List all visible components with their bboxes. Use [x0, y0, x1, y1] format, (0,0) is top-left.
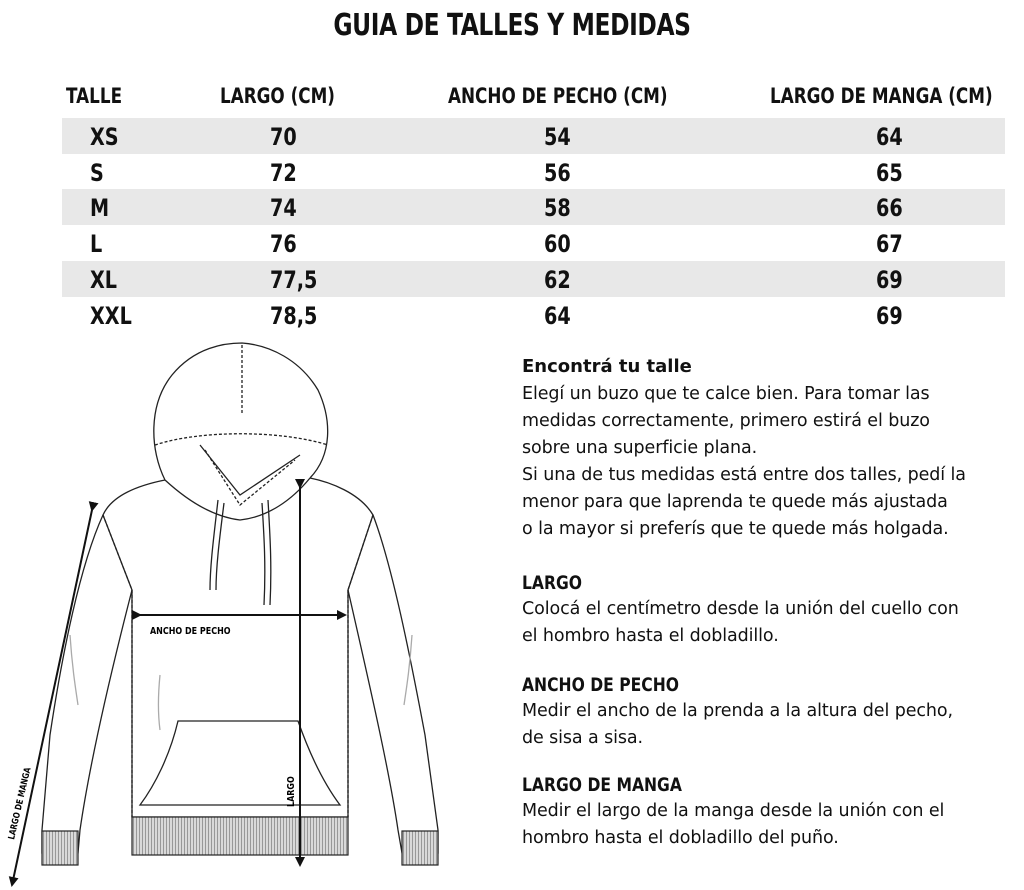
cell-ancho: 54 [544, 123, 571, 151]
cell-largo: 72 [270, 159, 297, 187]
header-largo: LARGO (CM) [220, 84, 335, 108]
hoodie-diagram [0, 335, 510, 890]
section-title-ancho-pecho: ANCHO DE PECHO [522, 674, 680, 696]
header-ancho-pecho: ANCHO DE PECHO (CM) [448, 84, 668, 108]
table-row [62, 261, 1005, 297]
pocket [140, 721, 340, 805]
cell-manga: 67 [876, 230, 903, 258]
info-intro: Elegí un buzo que te calce bien. Para tomar las medidas correctamente, primero estirá el buzo sobre una superficie plana. Si una de tus medidas está entre dos talles, pedí la menor para que laprenda te quede más ajustada o la mayor si preferís que te quede más holgada. [522, 384, 966, 539]
table-row [62, 154, 1005, 190]
table-row [62, 189, 1005, 225]
page-title: GUIA DE TALLES Y MEDIDAS [333, 8, 691, 43]
cell-ancho: 56 [544, 159, 571, 187]
cell-size: S [90, 159, 104, 187]
section-text-largo: Colocá el centímetro desde la unión del cuello con el hombro hasta el dobladillo. [522, 599, 959, 646]
cell-size: XS [90, 123, 119, 151]
cell-manga: 69 [876, 266, 903, 294]
header-talle: TALLE [66, 84, 123, 108]
right-cuff [402, 831, 438, 865]
section-title-largo-manga: LARGO DE MANGA [522, 774, 682, 796]
cell-largo: 74 [270, 194, 297, 222]
info-heading: Encontrá tu talle [522, 356, 692, 377]
cell-largo: 76 [270, 230, 297, 258]
cell-ancho: 58 [544, 194, 571, 222]
header-largo-manga: LARGO DE MANGA (CM) [770, 84, 993, 108]
section-text-ancho-pecho: Medir el ancho de la prenda a la altura del pecho, de sisa a sisa. [522, 701, 953, 748]
drawstring-right [262, 500, 271, 605]
cell-manga: 64 [876, 123, 903, 151]
hoodie-body [103, 478, 373, 817]
cell-size: XL [90, 266, 118, 294]
section-ancho-pecho [522, 674, 1002, 752]
section-largo-manga [522, 774, 1002, 852]
cell-ancho: 60 [544, 230, 571, 258]
hood [154, 343, 328, 480]
drawstring-left [210, 500, 224, 590]
cell-manga: 66 [876, 194, 903, 222]
cell-size: M [90, 194, 110, 222]
section-title-largo: LARGO [522, 572, 583, 594]
right-sleeve [348, 515, 438, 853]
cell-manga: 65 [876, 159, 903, 187]
label-sleeve: LARGO DE MANGA [5, 766, 33, 841]
table-row [62, 297, 1005, 333]
cell-manga: 69 [876, 302, 903, 330]
table-row [62, 225, 1005, 261]
table-row [62, 118, 1005, 154]
section-text-largo-manga: Medir el largo de la manga desde la unión con el hombro hasta el dobladillo del puño. [522, 801, 945, 848]
left-cuff [42, 831, 78, 865]
waistband [132, 817, 348, 855]
label-length: LARGO [286, 776, 298, 807]
cell-largo: 78,5 [270, 302, 318, 330]
cell-ancho: 62 [544, 266, 571, 294]
section-largo [522, 572, 1002, 650]
cell-ancho: 64 [544, 302, 571, 330]
cell-size: L [90, 230, 103, 258]
cell-largo: 77,5 [270, 266, 318, 294]
label-chest: ANCHO DE PECHO [150, 626, 231, 638]
info-panel [522, 356, 1002, 543]
cell-size: XXL [90, 302, 132, 330]
cell-largo: 70 [270, 123, 297, 151]
